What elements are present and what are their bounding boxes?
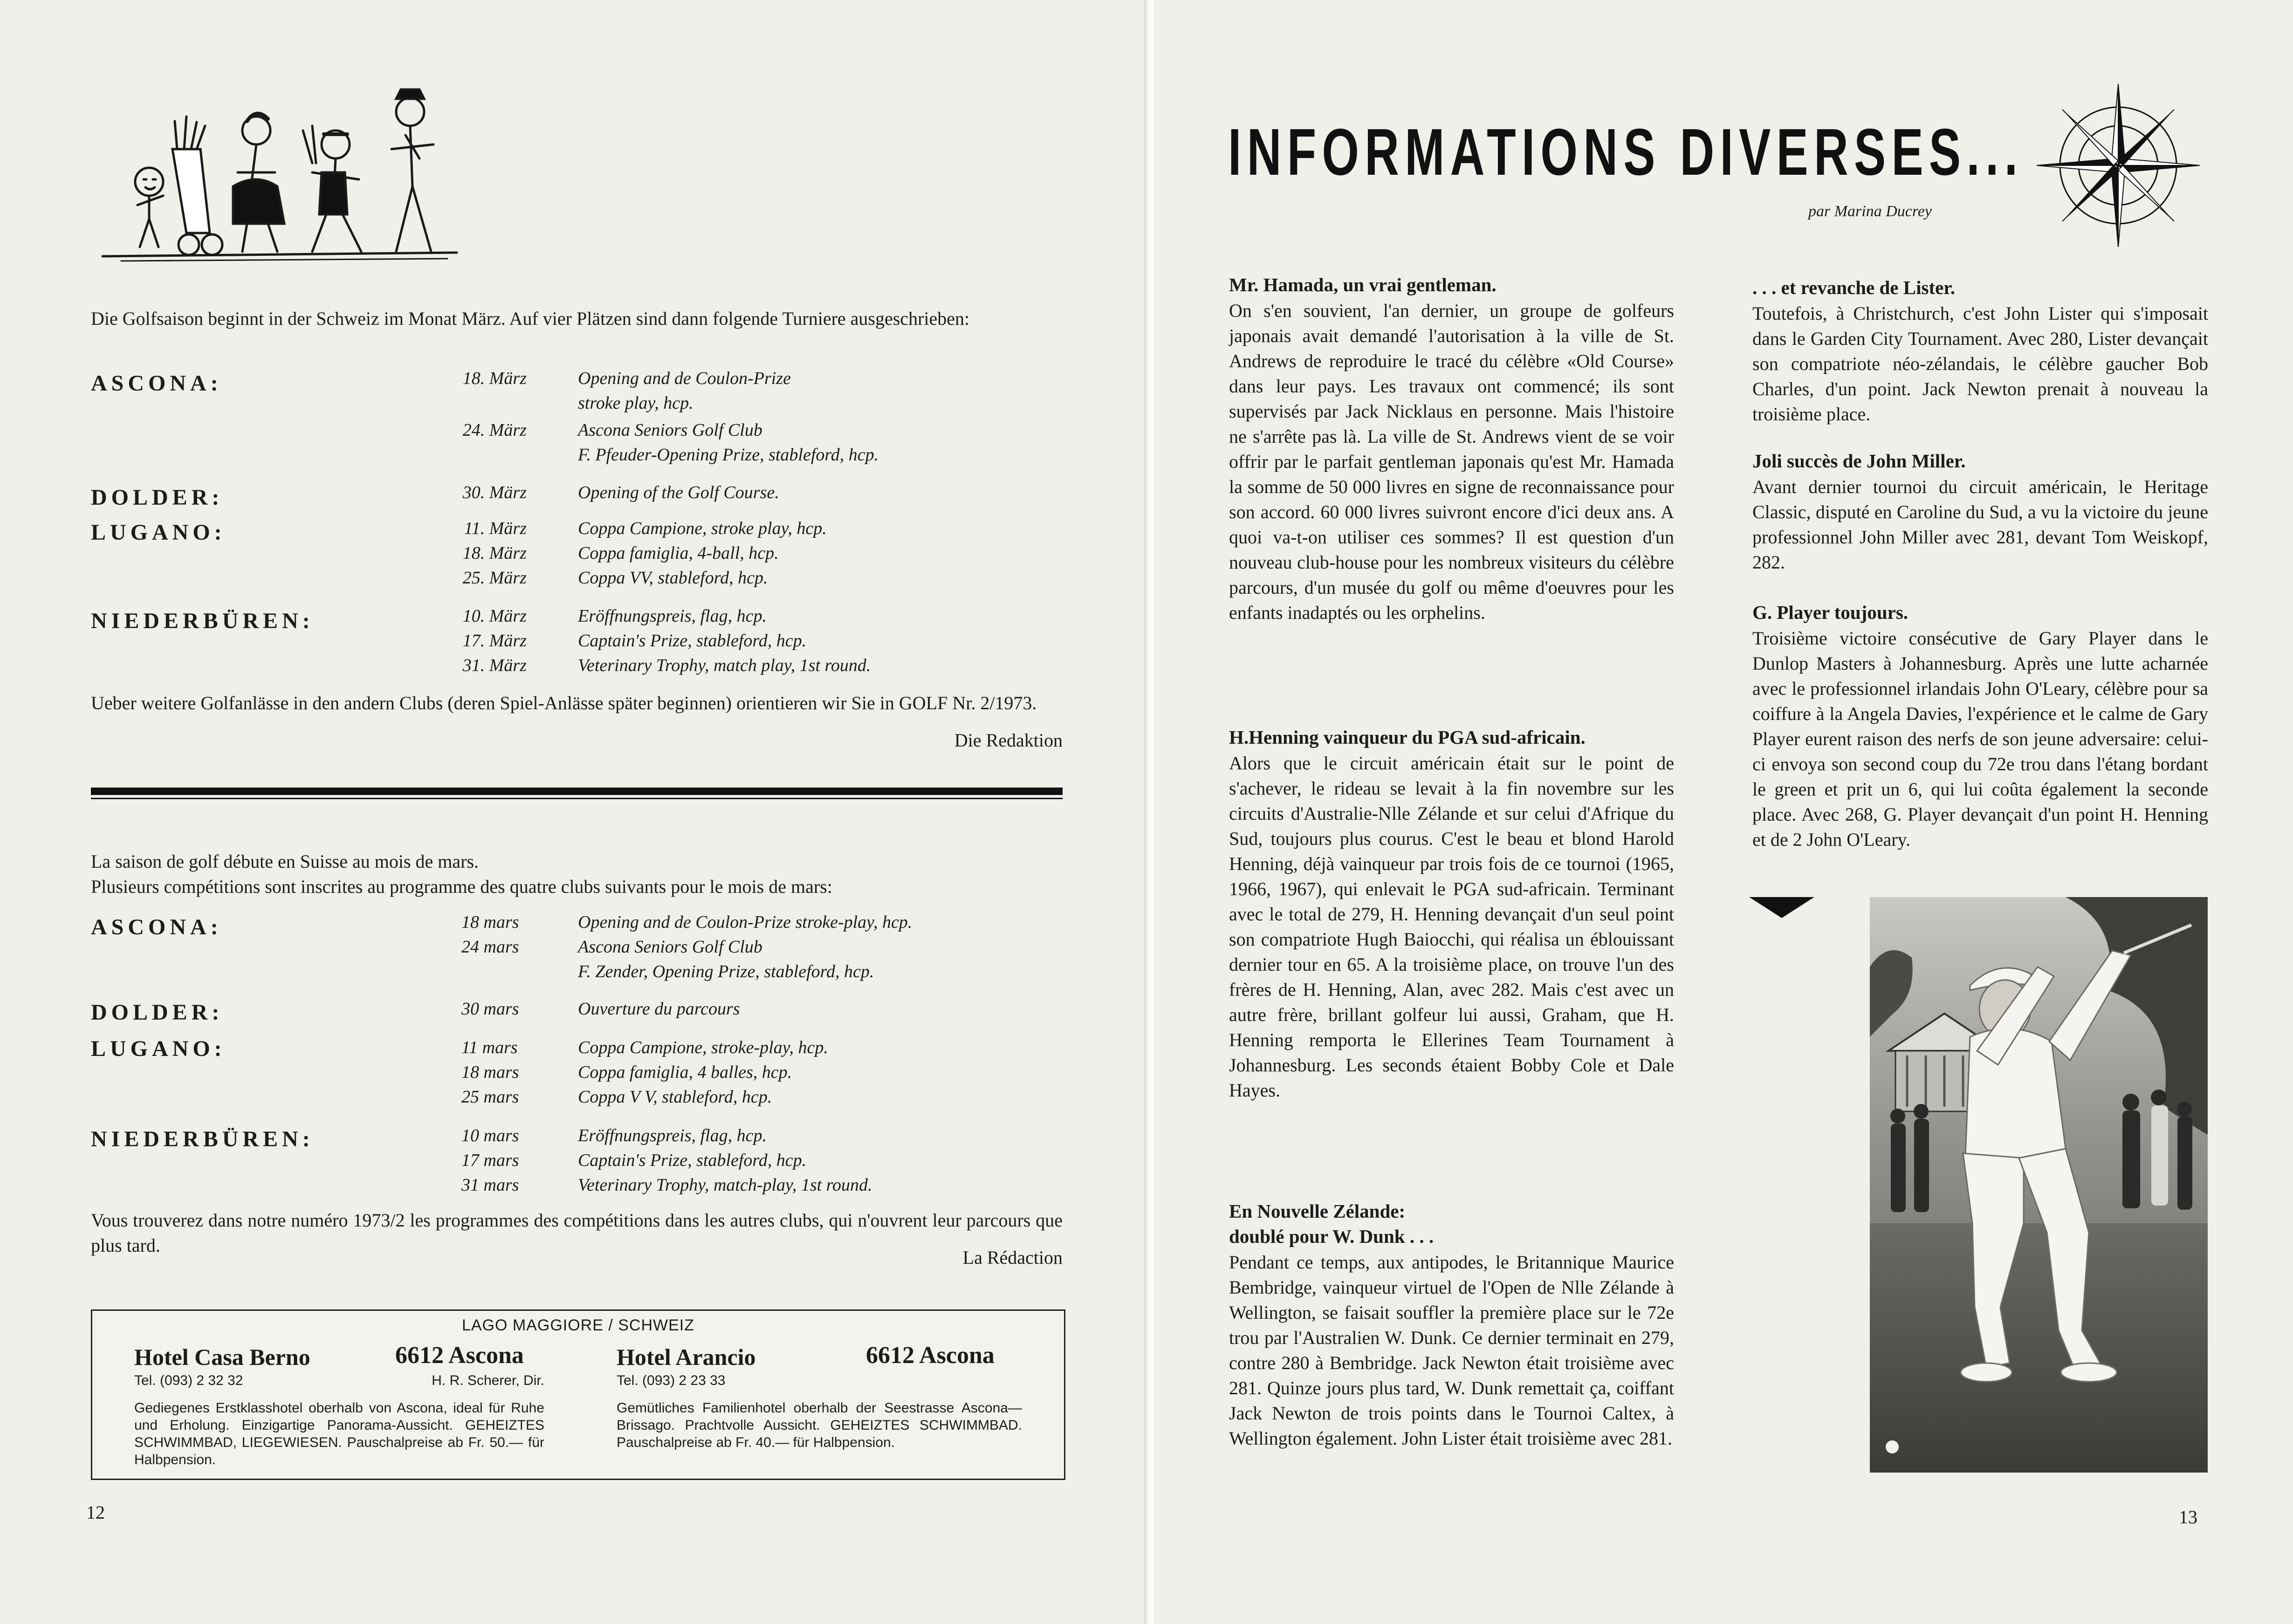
event-date: 10 mars bbox=[461, 1126, 519, 1145]
event-date: 17. März bbox=[462, 631, 527, 651]
hotel1-name: Hotel Casa Berno bbox=[134, 1344, 310, 1370]
club-niederbueren-de: NIEDERBÜREN: bbox=[91, 609, 314, 633]
event-text: Coppa Campione, stroke play, hcp. bbox=[578, 519, 827, 538]
section-divider bbox=[91, 788, 1063, 795]
club-dolder-de: DOLDER: bbox=[91, 485, 224, 510]
hotel1-tel: Tel. (093) 2 32 32 bbox=[134, 1373, 243, 1388]
golfers-cartoon-illustration bbox=[93, 79, 466, 266]
hotel1-director: H. R. Scherer, Dir. bbox=[432, 1373, 544, 1388]
hotel-advertisement bbox=[91, 1309, 1065, 1480]
club-lugano-fr: LUGANO: bbox=[91, 1036, 226, 1061]
section-divider-thin bbox=[91, 798, 1063, 799]
event-text: Coppa Campione, stroke-play, hcp. bbox=[578, 1038, 828, 1057]
event-text: F. Zender, Opening Prize, stableford, hcp. bbox=[578, 962, 874, 981]
ad-header: LAGO MAGGIORE / SCHWEIZ bbox=[461, 1316, 695, 1334]
event-text: Veterinary Trophy, match-play, 1st round. bbox=[578, 1175, 872, 1195]
event-date: 11 mars bbox=[461, 1038, 518, 1057]
intro-de: Die Golfsaison beginnt in der Schweiz im Monat März. Auf vier Plätzen sind dann folgende Turniere ausgeschrieben: bbox=[91, 308, 970, 329]
event-date: 10. März bbox=[462, 606, 527, 626]
caption-arrow-icon bbox=[1749, 897, 1814, 920]
page-number-left: 12 bbox=[86, 1502, 105, 1523]
book-gutter bbox=[1144, 0, 1153, 1624]
signature-fr: La Rédaction bbox=[962, 1247, 1063, 1268]
article-heading-hamada: Mr. Hamada, un vrai gentleman. bbox=[1229, 274, 1497, 295]
event-date: 25. März bbox=[462, 568, 527, 588]
intro-fr-2: Plusieurs compétitions sont inscrites au programme des quatre clubs suivants pour le mois de mars: bbox=[91, 876, 832, 897]
club-ascona-de: ASCONA: bbox=[91, 371, 222, 396]
byline: par Marina Ducrey bbox=[1808, 203, 1932, 220]
article-heading-lister: . . . et revanche de Lister. bbox=[1752, 277, 1955, 298]
golfer-photo bbox=[1870, 897, 2208, 1473]
left-page bbox=[0, 0, 1144, 1624]
event-text: stroke play, hcp. bbox=[578, 393, 693, 413]
hotel2-tel: Tel. (093) 2 23 33 bbox=[617, 1373, 726, 1388]
event-text: F. Pfeuder-Opening Prize, stableford, hcp. bbox=[578, 445, 879, 465]
event-text: Opening and de Coulon-Prize bbox=[578, 369, 791, 388]
event-date: 18. März bbox=[462, 543, 527, 563]
page-number-right: 13 bbox=[2179, 1507, 2197, 1528]
page-title: INFORMATIONS DIVERSES... bbox=[1228, 115, 2024, 189]
club-dolder-fr: DOLDER: bbox=[91, 1000, 224, 1025]
right-page bbox=[1153, 0, 2293, 1624]
article-heading-player: G. Player toujours. bbox=[1752, 602, 1909, 623]
article-body-miller: Avant dernier tournoi du circuit américain, le Heritage Classic, disputé en Caroline du Sud, a vu la victoire du jeune professionnel John Miller avec 281, devant Tom Weiskopf, 282. bbox=[1752, 476, 2208, 573]
event-date: 31. März bbox=[462, 656, 527, 675]
event-text: Opening and de Coulon-Prize stroke-play, hcp. bbox=[578, 912, 913, 932]
hotel1-description: Gediegenes Erstklasshotel oberhalb von Ascona, ideal für Ruhe und Erholung. Einzigartige Panorama-Aussicht. GEHEIZTES SCHWIMMBAD, LIEGEWIESEN. Pauschalpreise ab Fr. 50.— für Halbpension. bbox=[134, 1400, 544, 1467]
hotel2-city: 6612 Ascona bbox=[866, 1342, 995, 1369]
event-text: Eröffnungspreis, flag, hcp. bbox=[578, 606, 767, 626]
event-text: Coppa famiglia, 4-ball, hcp. bbox=[578, 543, 779, 563]
event-date: 17 mars bbox=[461, 1151, 519, 1170]
event-date: 25 mars bbox=[461, 1087, 519, 1107]
event-date: 11. März bbox=[464, 519, 527, 538]
event-text: Captain's Prize, stableford, hcp. bbox=[578, 1151, 807, 1170]
event-date: 18. März bbox=[462, 369, 527, 388]
event-date: 18 mars bbox=[461, 912, 519, 932]
event-date: 24 mars bbox=[461, 937, 519, 957]
hotel2-description: Gemütliches Familienhotel oberhalb der Seestrasse Ascona—Brissago. Prachtvolle Aussicht. GEHEIZTES SCHWIMMBAD. Pauschalpreise ab Fr. 40.— für Halbpension. bbox=[617, 1400, 1022, 1450]
event-date: 31 mars bbox=[461, 1175, 519, 1195]
event-text: Opening of the Golf Course. bbox=[578, 483, 779, 502]
club-lugano-de: LUGANO: bbox=[91, 520, 226, 545]
outro-fr: Vous trouverez dans notre numéro 1973/2 les programmes des compétitions dans les autres clubs, qui n'ouvrent leur parcours que plus tard. bbox=[91, 1210, 1063, 1256]
event-text: Captain's Prize, stableford, hcp. bbox=[578, 631, 807, 651]
article-heading-dunk-line2: doublé pour W. Dunk . . . bbox=[1229, 1226, 1434, 1247]
article-body-dunk: Pendant ce temps, aux antipodes, le Britannique Maurice Bembridge, vainqueur virtuel de l'Open de Nlle Zélande à Wellington, se faisait souffler la première place sur le 72e trou par l'Australien W. Dunk. Ce dernier terminait en 279, contre 280 à Bembridge. Jack Newton était troisième avec 281. Quinze jours plus tard, W. Dunk remettait ça, coiffant Jack Newton de trois points dans le Tournoi Caltex, à Wellington également. John Lister était troisième avec 281. bbox=[1229, 1252, 1674, 1449]
event-text: Coppa V V, stableford, hcp. bbox=[578, 1087, 772, 1107]
article-body-lister: Toutefois, à Christchurch, c'est John Lister qui s'imposait dans le Garden City Tournament. Avec 280, Lister devançait son compatriote néo-zélandais, le célèbre gaucher Bob Charles, d'un point. Jack Newton prenait à nouveau la troisième place. bbox=[1752, 303, 2208, 425]
event-date: 30 mars bbox=[461, 999, 519, 1019]
article-body-henning: Alors que le circuit américain était sur le point de s'achever, le rideau se levait à la fin novembre sur les circuits d'Australie-Nlle Zélande et sur celui d'Afrique du Sud, toujours plus courus. C'est le beau et blond Harold Henning, déjà vainqueur par trois fois de ce tournoi (1965, 1966, 1967), qui enlevait le PGA sud-africain. Terminant avec le total de 279, H. Henning devançait d'un seul point son compatriote Hugh Baiocchi, qui réalisa un éblouissant dernier tour en 65. A la troisième place, on trouve l'un des frères de H. Henning, Alan, avec 282. Mais c'est avec un autre frère, brillant golfeur lui aussi, Graham, que H. Henning remporta le Ellerines Team Tournament à Johannesburg. Les seconds étaient Bobby Cole et Dale Hayes. bbox=[1229, 753, 1674, 1101]
event-text: Veterinary Trophy, match play, 1st round. bbox=[578, 656, 871, 675]
article-body-hamada: On s'en souvient, l'an dernier, un groupe de golfeurs japonais avait demandé l'autorisation à la ville de St. Andrews de reproduire le tracé du célèbre «Old Course» dans leur pays. Les travaux ont commencé; ils sont supervisés par Jack Nicklaus en personne. Mais l'histoire ne s'arrête pas là. La ville de St. Andrews vient de se voir offrir par le parfait gentleman japonais qu'est Mr. Hamada la somme de 50 000 livres en signe de reconnaissance pour son accord. 60 000 livres suivront encore d'ici deux ans. A quoi va-t-on utiliser ces sommes? Il est question d'un nouveau club-house pour les nombreux visiteurs du célèbre parcours, d'un musée du golf ou même d'oeuvres pour les enfants inadaptés ou les orphelins. bbox=[1229, 300, 1674, 623]
compass-rose-icon bbox=[2034, 82, 2202, 249]
event-text: Ouverture du parcours bbox=[578, 999, 740, 1019]
club-niederbueren-fr: NIEDERBÜREN: bbox=[91, 1127, 314, 1151]
event-date: 24. März bbox=[462, 420, 527, 440]
hotel1-city: 6612 Ascona bbox=[395, 1342, 524, 1369]
article-heading-dunk: En Nouvelle Zélande: bbox=[1229, 1200, 1406, 1222]
club-ascona-fr: ASCONA: bbox=[91, 915, 222, 939]
event-text: Coppa VV, stableford, hcp. bbox=[578, 568, 768, 588]
event-text: Ascona Seniors Golf Club bbox=[578, 420, 762, 440]
event-text: Ascona Seniors Golf Club bbox=[578, 937, 762, 957]
event-date: 30. März bbox=[462, 483, 527, 502]
hotel2-name: Hotel Arancio bbox=[617, 1344, 756, 1370]
event-date: 18 mars bbox=[461, 1062, 519, 1082]
event-text: Coppa famiglia, 4 balles, hcp. bbox=[578, 1062, 792, 1082]
intro-fr-1: La saison de golf débute en Suisse au mois de mars. bbox=[91, 851, 479, 872]
outro-de: Ueber weitere Golfanlässe in den andern Clubs (deren Spiel-Anlässe später beginnen) orientieren wir Sie in GOLF Nr. 2/1973. bbox=[91, 692, 1037, 713]
signature-de: Die Redaktion bbox=[954, 730, 1063, 751]
article-heading-henning: H.Henning vainqueur du PGA sud-africain. bbox=[1229, 726, 1586, 748]
article-heading-miller: Joli succès de John Miller. bbox=[1752, 450, 1966, 472]
event-text: Eröffnungspreis, flag, hcp. bbox=[578, 1126, 767, 1145]
article-body-player: Troisième victoire consécutive de Gary Player dans le Dunlop Masters à Johannesburg. Après une lutte acharnée avec le professionnel irlandais John O'Leary, célèbre pour sa coiffure à la Angela Davies, l'expérience et le calme de Gary Player eurent raison des nerfs de son jeune adversaire: celui-ci envoya son second coup du 72e trou dans l'étang bordant le green et prit un 6, qui lui coûta également la seconde place. Avec 268, G. Player devançait d'un point H. Henning et de 2 John O'Leary. bbox=[1752, 628, 2208, 850]
